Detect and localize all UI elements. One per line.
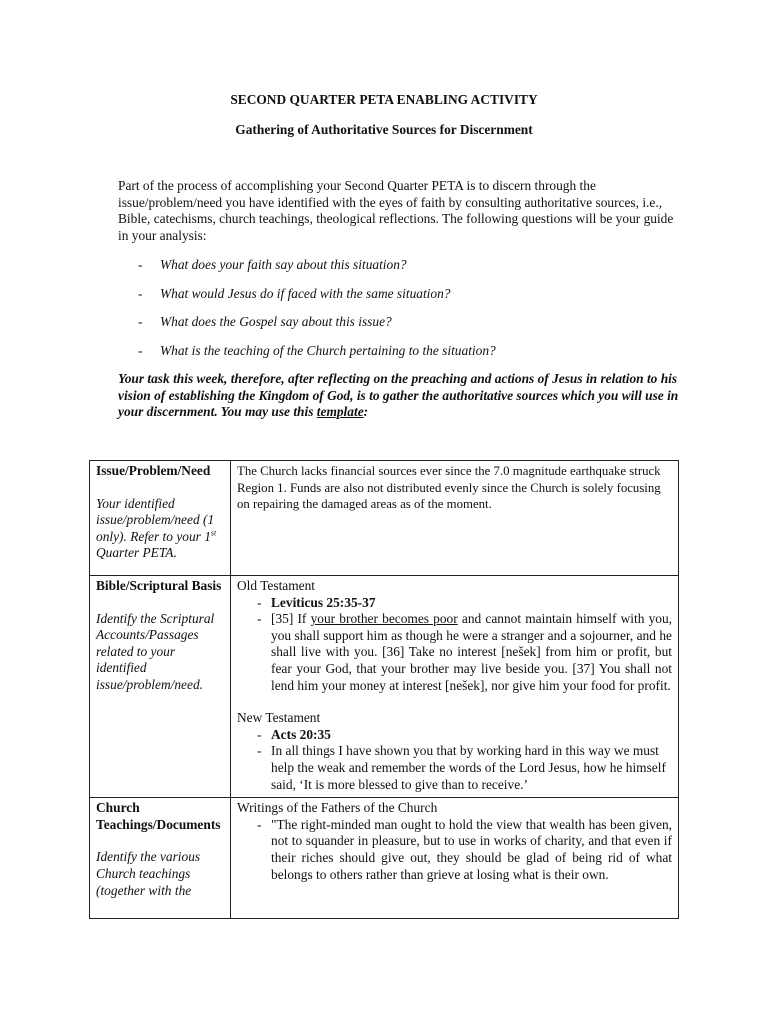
table-row — [90, 798, 679, 919]
guide-question — [138, 314, 698, 343]
row-label-cell — [90, 798, 231, 919]
new-testament-heading: New Testament — [237, 710, 321, 726]
row-label: Issue/Problem/Need — [96, 463, 211, 478]
instruction-text-end: Quarter PETA. — [96, 545, 177, 561]
guide-questions-list — [138, 257, 698, 371]
template-table — [89, 460, 679, 919]
row-label: Bible/Scriptural Basis — [96, 578, 222, 593]
list-item — [237, 743, 672, 793]
scripture-reference: Acts 20:35 — [271, 726, 331, 742]
intro-paragraph: Part of the process of accomplishing your Second Quarter PETA is to discern through the issue/problem/need you have identified with the eyes of faith by consulting authoritative sources, i.e., Bible, catechisms, church teachings, theological reflections. The following questions will be your guide in your analysis: — [118, 178, 674, 243]
row-label-cell — [90, 576, 231, 798]
list-item — [237, 727, 672, 744]
bullet-dash: - — [257, 594, 262, 610]
row-content-cell — [231, 576, 679, 798]
row-instruction — [96, 496, 224, 562]
scripture-text-end: and cannot maintain himself with you, you shall support him as though he were a stranger and a sojourner, and he shall live with you. [36] Take no interest [nešek] from him or profit, but fear your God, that your brother may live beside you. [37] You shall not lend him your money at interest [nešek], nor give him your food for profit. — [271, 611, 673, 693]
page-title: SECOND QUARTER PETA ENABLING ACTIVITY — [230, 92, 538, 107]
list-item — [237, 611, 672, 694]
row-label: Church Teachings/Documents — [96, 800, 221, 832]
guide-question — [138, 257, 698, 286]
task-text: Your task this week, therefore, after reflecting on the preaching and actions of Jesus in relation to his vision of establishing the Kingdom of God, is to gather the authoritative sources which you will use in your discernment. You may use this — [118, 371, 679, 420]
scripture-text: [35] If — [271, 611, 311, 627]
old-testament-heading: Old Testament — [237, 578, 316, 593]
row-label-cell — [90, 461, 231, 576]
bullet-dash: - — [257, 816, 262, 832]
scripture-text: In all things I have shown you that by working hard in this way we must help the weak and remember the words of the Lord Jesus, how he himself said, ‘It is more blessed to give than to receive.’ — [271, 743, 666, 792]
bullet-dash: - — [138, 342, 143, 358]
list-item — [237, 817, 672, 883]
row-instruction: Identify the various Church teachings (together with the — [96, 849, 201, 898]
bullet-dash: - — [138, 314, 143, 329]
instruction-sup: st — [210, 528, 217, 538]
church-fathers-heading: Writings of the Fathers of the Church — [237, 800, 438, 816]
row-instruction: Identify the Scriptural Accounts/Passages related to your identified issue/problem/need. — [96, 610, 215, 692]
row-content-cell — [231, 798, 679, 919]
guide-question — [138, 343, 698, 372]
table-row — [90, 576, 679, 798]
task-paragraph — [118, 371, 684, 421]
template-link[interactable]: template — [316, 404, 364, 420]
question-text: What would Jesus do if faced with the same situation? — [160, 285, 451, 301]
row-content-cell — [231, 461, 679, 576]
scripture-highlight: your brother becomes poor — [310, 611, 458, 627]
question-text: What does the Gospel say about this issue? — [160, 314, 392, 329]
guide-question — [138, 286, 698, 315]
task-end: : — [363, 404, 369, 420]
bullet-dash: - — [257, 611, 262, 627]
bullet-dash: - — [257, 743, 262, 759]
table-row — [90, 461, 679, 576]
instruction-text: Your identified issue/problem/need (1 only). Refer to your 1 — [96, 495, 215, 544]
church-teaching-text: "The right-minded man ought to hold the view that wealth has been given, not to squander in pleasure, but to use in works of charity, and that even if their riches should give out, they should be glad of being rid of what belongs to others rather than grieve at losing what is their own. — [271, 816, 672, 882]
issue-text: The Church lacks financial sources ever since the 7.0 magnitude earthquake struck Region 1. Funds are also not distributed evenly since the Church is solely focusing on repairing the damaged areas as of the moment. — [237, 464, 661, 512]
page-subtitle: Gathering of Authoritative Sources for Discernment — [235, 122, 533, 137]
scripture-reference: Leviticus 25:35-37 — [271, 594, 376, 610]
list-item — [237, 595, 672, 612]
question-text: What is the teaching of the Church pertaining to the situation? — [160, 342, 496, 358]
bullet-dash: - — [138, 257, 143, 272]
question-text: What does your faith say about this situation? — [160, 257, 407, 272]
bullet-dash: - — [138, 285, 143, 301]
bullet-dash: - — [257, 726, 262, 742]
